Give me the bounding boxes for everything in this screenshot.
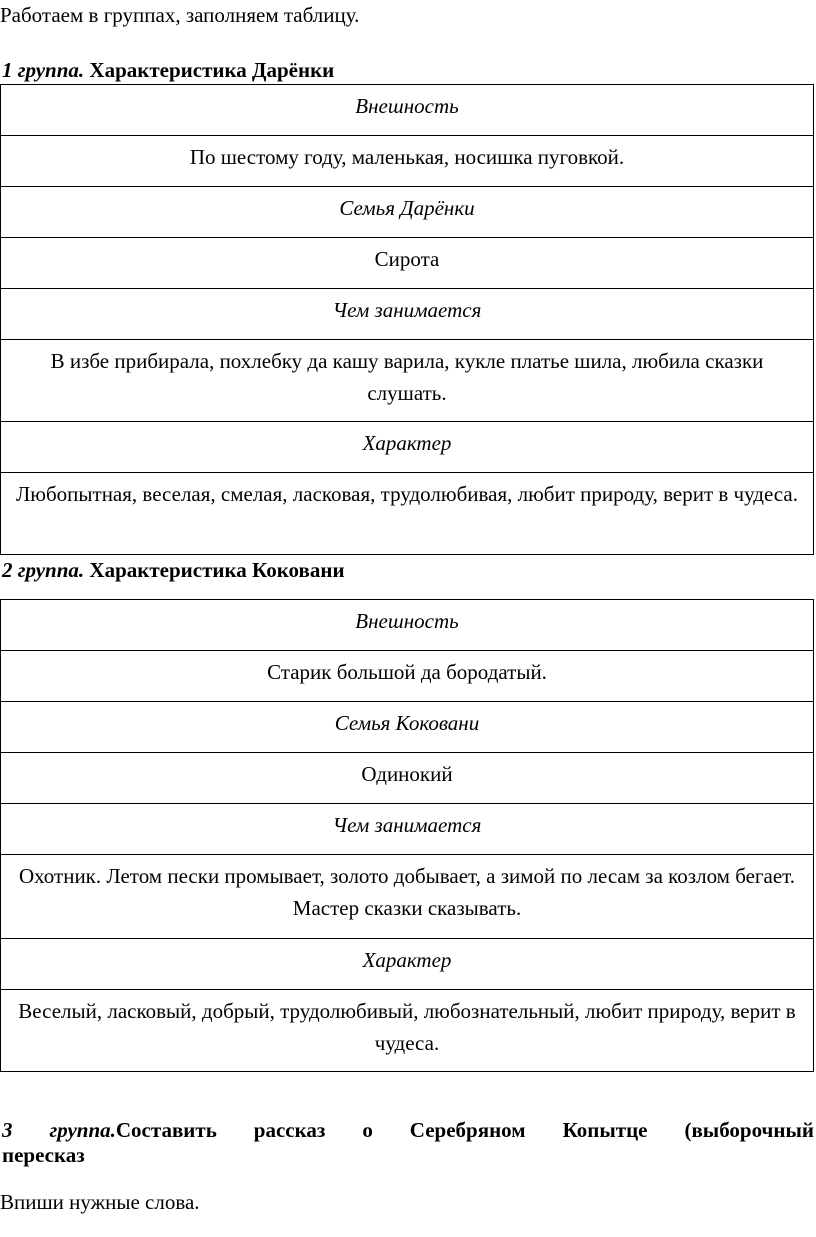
- group3-label: 3 группа.: [2, 1118, 116, 1142]
- row-value: Старик большой да бородатый.: [267, 660, 547, 684]
- table-row: [1, 187, 813, 238]
- row-label: Чем занимается: [332, 813, 482, 837]
- table-row: [1, 473, 813, 555]
- footer-text: Впиши нужные слова.: [0, 1190, 200, 1214]
- group3-title-line1: Составить рассказ о Серебряном Копытце (выборочный: [115, 1118, 814, 1142]
- group1-title: Характеристика Дарёнки: [89, 58, 335, 82]
- group1-heading: [2, 58, 334, 83]
- row-label: Характер: [362, 948, 452, 972]
- intro-text: Работаем в группах, заполняем таблицу.: [0, 3, 360, 27]
- row-value: Сирота: [374, 247, 440, 271]
- row-value: По шестому году, маленькая, носишка пуговкой.: [189, 145, 625, 169]
- row-value: Веселый, ласковый, добрый, трудолюбивый, любознательный, любит природу, верит в чудеса.: [18, 999, 796, 1055]
- group1-label: 1 группа.: [2, 58, 85, 82]
- group2-label: 2 группа.: [2, 558, 85, 582]
- row-label: Семья Коковани: [334, 711, 480, 735]
- row-label: Внешность: [355, 609, 459, 633]
- table-row: [1, 600, 813, 651]
- table-row: [1, 804, 813, 855]
- table-row: [1, 855, 813, 939]
- table-row: [1, 422, 813, 473]
- group3-title-line2: пересказ: [2, 1143, 85, 1167]
- table-row: [1, 702, 813, 753]
- row-value: Одинокий: [361, 762, 453, 786]
- table-row: [1, 238, 813, 289]
- row-label: Чем занимается: [332, 298, 482, 322]
- group2-title: Характеристика Коковани: [89, 558, 345, 582]
- row-label: Характер: [362, 431, 452, 455]
- group2-table: [0, 599, 814, 1072]
- table-row: [1, 753, 813, 804]
- group1-table: [0, 84, 814, 555]
- table-row: [1, 85, 813, 136]
- table-row: [1, 289, 813, 340]
- group2-heading: [2, 558, 345, 583]
- row-value: В избе прибирала, похлебку да кашу варила, кукле платье шила, любила сказки слушать.: [50, 349, 764, 405]
- row-label: Семья Дарёнки: [339, 196, 475, 220]
- row-label: Внешность: [355, 94, 459, 118]
- row-value: Любопытная, веселая, смелая, ласковая, трудолюбивая, любит природу, верит в чудеса.: [16, 482, 798, 506]
- table-row: [1, 340, 813, 422]
- table-row: [1, 136, 813, 187]
- table-row: [1, 939, 813, 990]
- row-value: Охотник. Летом пески промывает, золото добывает, а зимой по лесам за козлом бегает. Мастер сказки сказывать.: [18, 864, 796, 920]
- group3-heading: [2, 1118, 814, 1168]
- table-row: [1, 990, 813, 1072]
- table-row: [1, 651, 813, 702]
